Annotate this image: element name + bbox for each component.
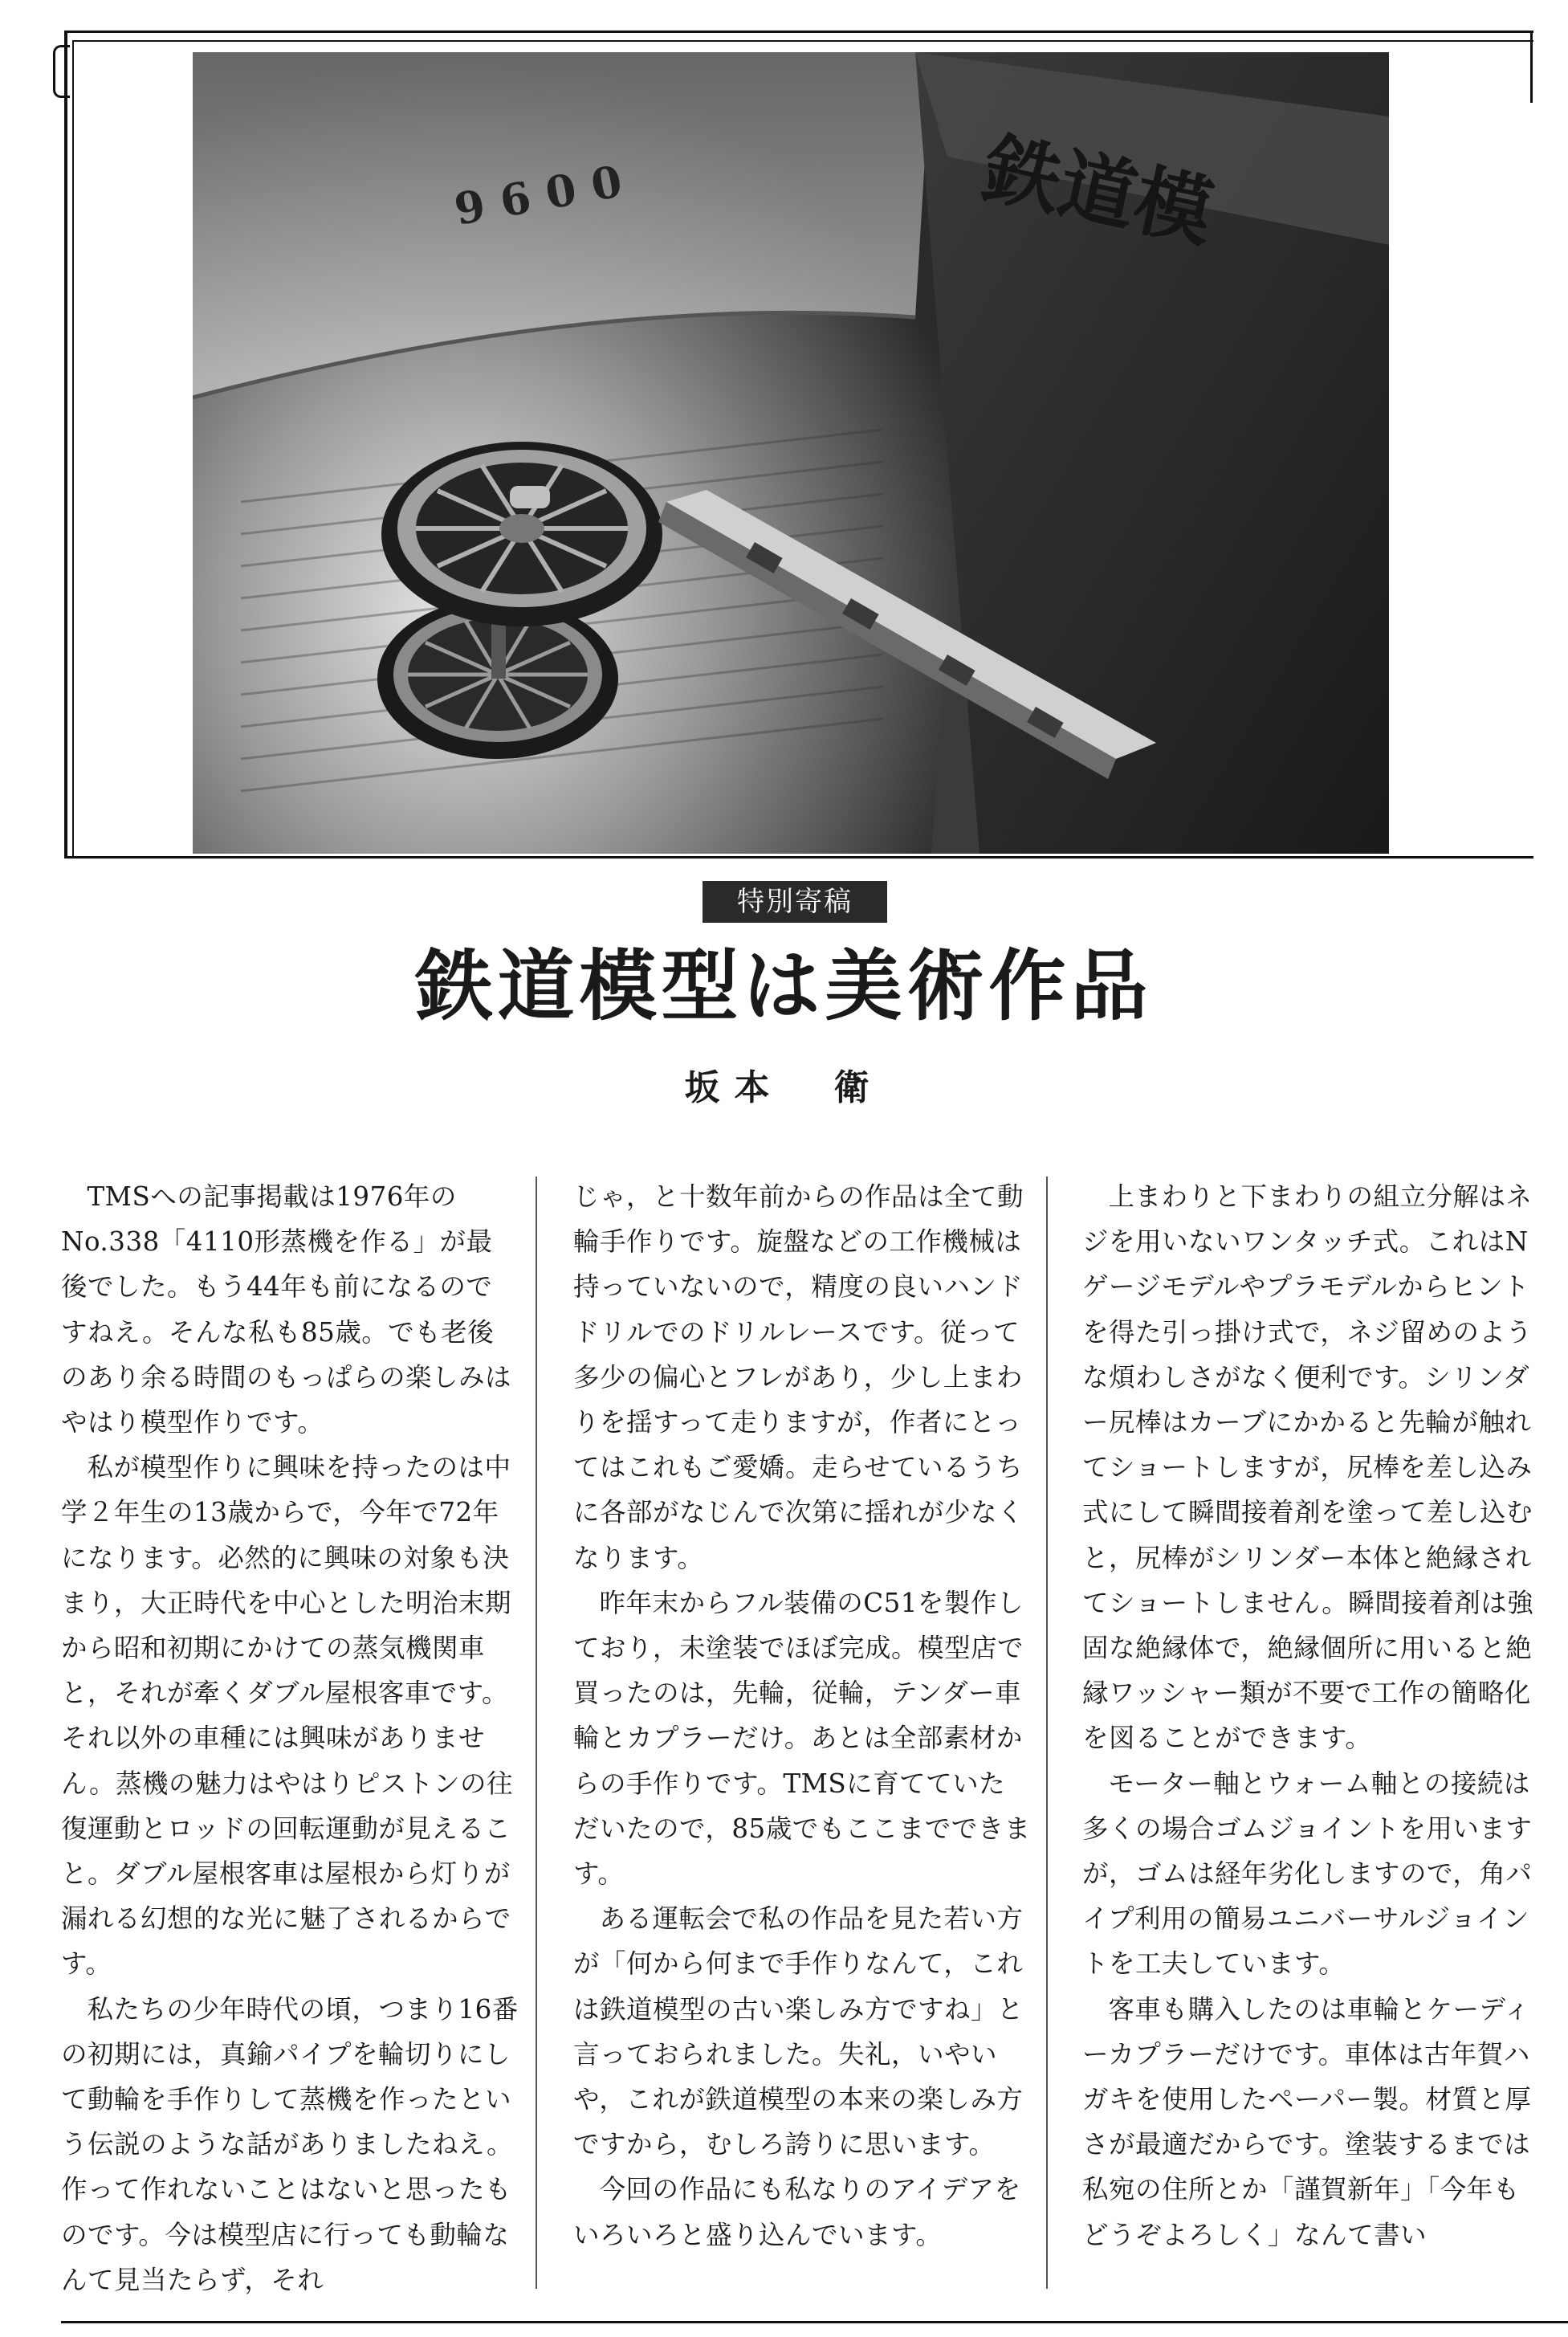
paragraph: TMSへの記事掲載は1976年のNo.338「4110形蒸機を作る」が最後でした。もう44年も前になるのですねえ。そんな私も85歳。でも老後のあり余る時間のもっぱらの楽しみはやはり模型作りです。 [61, 1181, 512, 1438]
book-number-text: 9600 [450, 152, 642, 235]
book-cover-text: 鉄道模 [975, 121, 1221, 259]
paragraph: 客車も購入したのは車輪とケーディーカプラーだけです。車体は古年賀ハガキを使用したペーパー製。材質と厚さが最適だからです。塗装するまでは私宛の住所とか「謹賀新年」「今年もどうぞよろしく」なんて書い [1082, 1993, 1532, 2250]
text-column-2 [573, 1174, 1031, 2257]
paragraph: 私たちの少年時代の頃，つまり16番の初期には，真鍮パイプを輪切りにして動輪を手作りして蒸機を作ったという伝説のような話がありましたねえ。作って作れないことはないと思ったものです。今は模型店に行っても動輪なんて見当たらず，それ [61, 1993, 519, 2295]
paragraph: じゃ，と十数年前からの作品は全て動輪手作りです。旋盤などの工作機械は持っていないので，精度の良いハンドドリルでのドリルレースです。従って多少の偏心とフレがあり，少し上まわりを揺すって走りますが，作者にとってはこれもご愛嬌。走らせているうちに各部がなじんで次第に揺れが少なくなります。 [573, 1181, 1024, 1573]
article-title: 鉄道模型は美術作品 [415, 940, 1153, 1031]
frame-left-rule [64, 31, 67, 858]
paragraph: 昨年末からフル装備のC51を製作しており，未塗装でほぼ完成。模型店で買ったのは，先輪，従輪，テンダー車輪とカプラーだけ。あとは全部素材からの手作りです。TMSに育てていただいたので，85歳でもここまでできます。 [573, 1587, 1031, 1890]
paragraph: 今回の作品にも私なりのアイデアをいろいろと盛り込んでいます。 [573, 2174, 1021, 2250]
paragraph: モーター軸とウォーム軸との接続は多くの場合ゴムジョイントを用いますが，ゴムは経年劣化しますので，角パイプ利用の簡易ユニバーサルジョイントを工夫しています。 [1082, 1768, 1533, 1980]
paragraph: 私が模型作りに興味を持ったのは中学２年生の13歳からで，今年で72年になります。必然的に興味の対象も決まり，大正時代を中心とした明治末期から昭和初期にかけての蒸気機関車と，それが牽くダブル屋根客車です。それ以外の車種には興味がありません。蒸機の魅力はやはりピストンの往復運動とロッドの回転運動が見えること。ダブル屋根客車は屋根から灯りが漏れる幻想的な光に魅了されるからです。 [61, 1452, 513, 1980]
frame-bottom-rule [64, 856, 1533, 859]
frame-right-rule [1530, 31, 1533, 103]
section-badge: 特別寄稿 [703, 881, 887, 923]
text-column-3 [1082, 1174, 1540, 2257]
frame-top-rule [64, 31, 1533, 33]
text-column-1 [61, 1174, 519, 2302]
bottom-rule [61, 2321, 1568, 2323]
frame-left-inner-rule [72, 40, 74, 858]
column-divider [536, 1177, 537, 2289]
frame-top-inner-rule [72, 40, 1533, 42]
article-photo [193, 52, 1389, 854]
article-author: 坂本 衛 [684, 1067, 884, 1108]
paragraph: ある運転会で私の作品を見た若い方が「何から何まで手作りなんて，これは鉄道模型の古い楽しみ方ですね」と言っておられました。失礼，いやいや，これが鉄道模型の本来の楽しみ方ですから，むしろ誇りに思います。 [573, 1903, 1024, 2160]
column-divider [1046, 1177, 1048, 2289]
paragraph: 上まわりと下まわりの組立分解はネジを用いないワンタッチ式。これはNゲージモデルやプラモデルからヒントを得た引っ掛け式で，ネジ留めのような煩わしさがなく便利です。シリンダー尻棒はカーブにかかると先輪が触れてショートしますが，尻棒を差し込み式にして瞬間接着剤を塗って差し込むと，尻棒がシリンダー本体と絶縁されてショートしません。瞬間接着剤は強固な絶縁体で，絶縁個所に用いると絶縁ワッシャー類が不要で工作の簡略化を図ることができます。 [1082, 1181, 1534, 1754]
